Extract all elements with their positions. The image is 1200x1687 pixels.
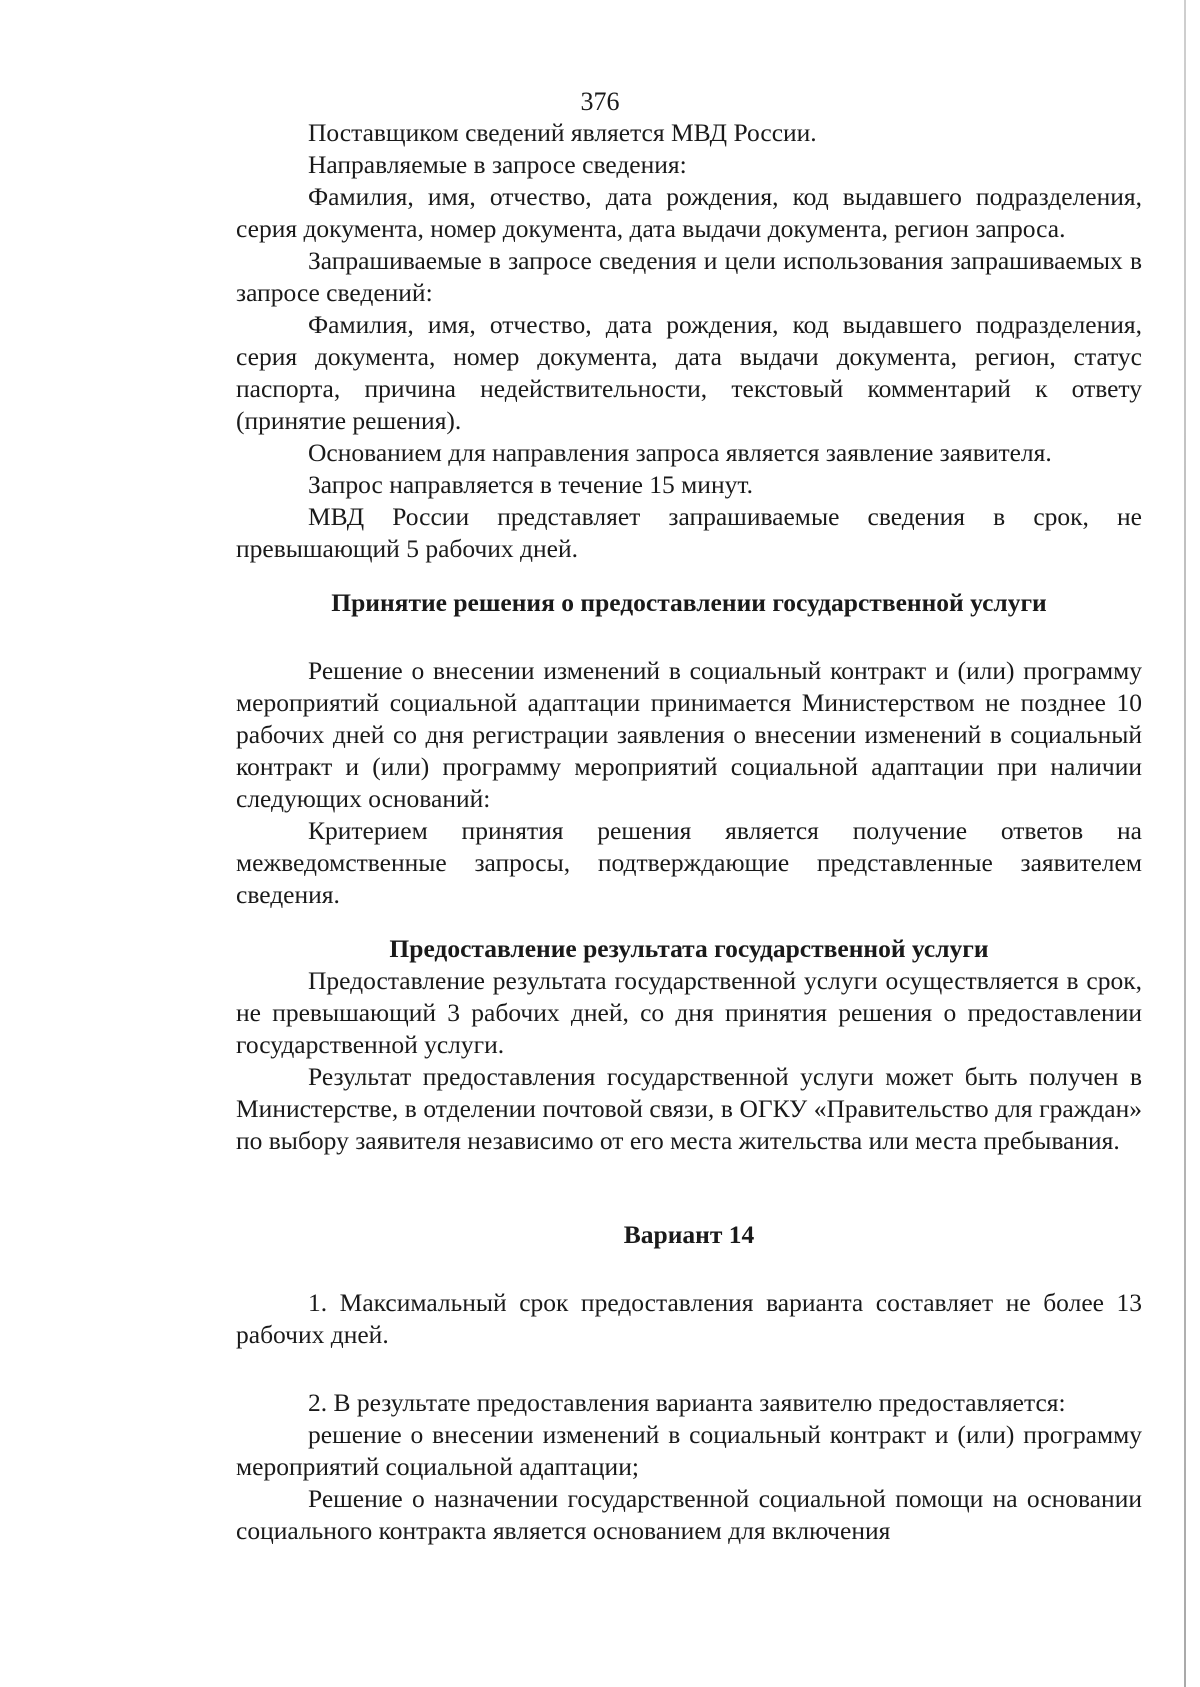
spacer — [236, 1157, 1142, 1219]
variant-paragraph-2: 2. В результате предоставления варианта заявителю предоставляется: — [308, 1388, 1066, 1417]
intro-paragraph-7: Запрос направляется в течение 15 минут. — [308, 470, 753, 499]
intro-paragraph-1: Поставщиком сведений является МВД России. — [308, 118, 817, 147]
variant-paragraph-1: 1. Максимальный срок предоставления варианта составляет не более 13 рабочих дней. — [236, 1288, 1142, 1349]
variant-paragraph-4: Решение о назначении государственной социальной помощи на основании социального контракта является основанием для включения — [236, 1484, 1142, 1545]
spacer — [236, 565, 1142, 587]
spacer — [236, 619, 1142, 655]
document-body — [236, 117, 1142, 1547]
intro-paragraph-8: МВД России представляет запрашиваемые сведения в срок, не превышающий 5 рабочих дней. — [236, 502, 1142, 563]
spacer — [236, 1351, 1142, 1387]
page-number: 376 — [580, 87, 620, 116]
spacer — [236, 911, 1142, 933]
result-section-heading: Предоставление результата государственной услуги — [389, 934, 989, 963]
intro-paragraph-3: Фамилия, имя, отчество, дата рождения, код выдавшего подразделения, серия документа, номер документа, дата выдачи документа, регион запроса. — [236, 182, 1142, 243]
variant-heading: Вариант 14 — [623, 1220, 755, 1249]
result-paragraph-2: Результат предоставления государственной услуги может быть получен в Министерстве, в отделении почтовой связи, в ОГКУ «Правительство для граждан» по выбору заявителя независимо от его места жительства или места пребывания. — [236, 1062, 1142, 1155]
decision-paragraph-1: Решение о внесении изменений в социальный контракт и (или) программу мероприятий социальной адаптации принимается Министерством не позднее 10 рабочих дней со дня регистрации заявления о внесении изменений в социальный контракт и (или) программу мероприятий социальной адаптации при наличии следующих оснований: — [236, 656, 1142, 813]
intro-paragraph-5: Фамилия, имя, отчество, дата рождения, код выдавшего подразделения, серия документа, номер документа, дата выдачи документа, регион, статус паспорта, причина недействительности, текстовый комментарий к ответу (принятие решения). — [236, 310, 1142, 435]
spacer — [236, 1251, 1142, 1287]
result-paragraph-1: Предоставление результата государственной услуги осуществляется в срок, не превышающий 3 рабочих дней, со дня принятия решения о предоставлении государственной услуги. — [236, 966, 1142, 1059]
intro-paragraph-2: Направляемые в запросе сведения: — [308, 150, 687, 179]
decision-section-heading: Принятие решения о предоставлении государственной услуги — [331, 588, 1047, 617]
decision-paragraph-2: Критерием принятия решения является получение ответов на межведомственные запросы, подтверждающие представленные заявителем сведения. — [236, 816, 1142, 909]
intro-paragraph-6: Основанием для направления запроса является заявление заявителя. — [308, 438, 1052, 467]
scan-edge-line — [1184, 0, 1186, 1687]
intro-paragraph-4: Запрашиваемые в запросе сведения и цели использования запрашиваемых в запросе сведений: — [236, 246, 1142, 307]
variant-paragraph-3: решение о внесении изменений в социальный контракт и (или) программу мероприятий социальной адаптации; — [236, 1420, 1142, 1481]
